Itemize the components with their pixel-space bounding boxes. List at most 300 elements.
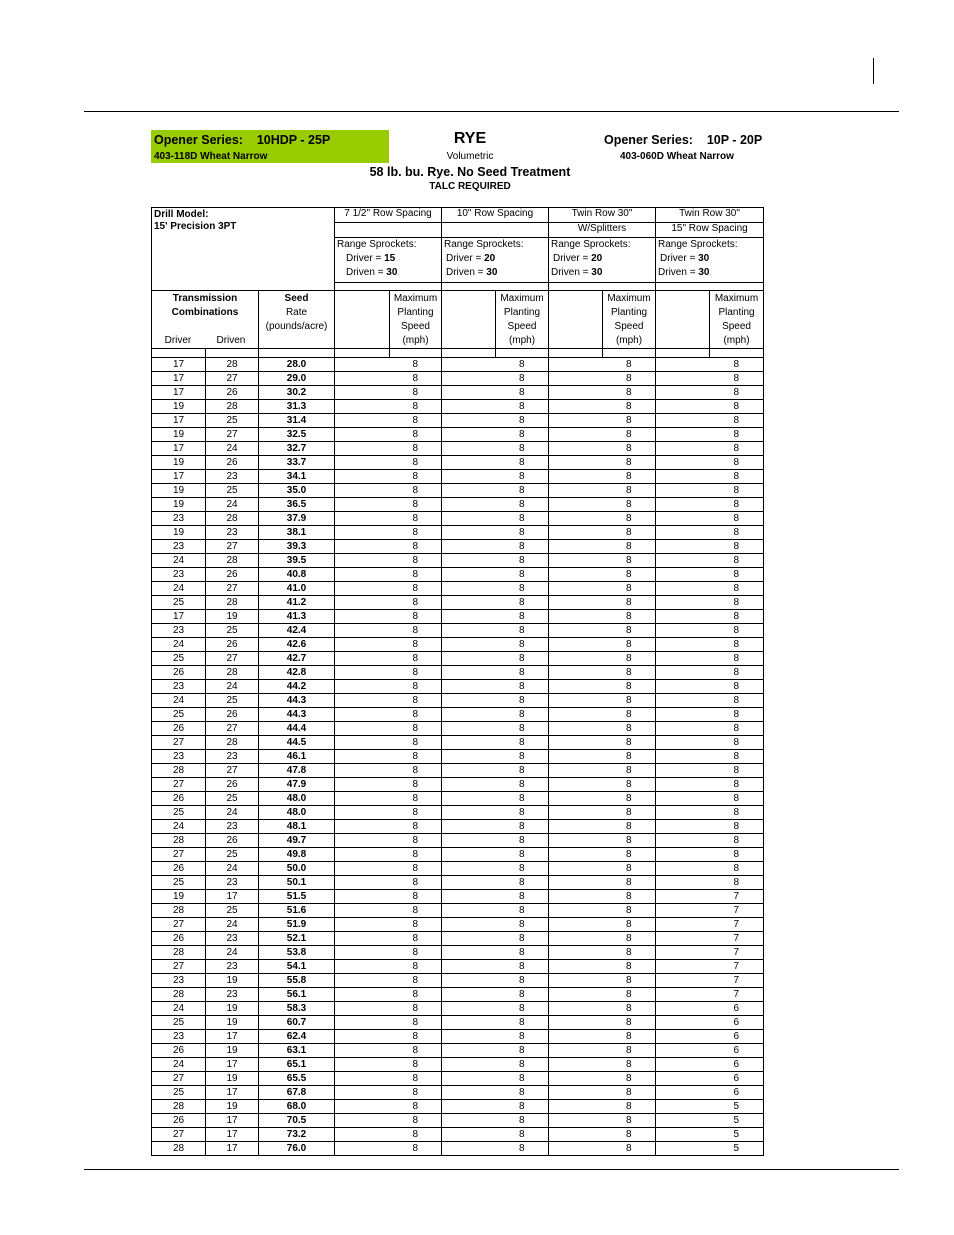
speed-cell-4: 5 — [710, 1142, 764, 1156]
speed-cell-1: 8 — [390, 1100, 442, 1114]
speed-cell-4: 7 — [710, 988, 764, 1002]
speed-cell-2: 8 — [496, 736, 549, 750]
blank-cell — [442, 484, 496, 498]
table-row — [152, 750, 764, 764]
units-label: (pounds/acre) — [265, 321, 328, 332]
speed-cell-3: 8 — [603, 708, 656, 722]
driver-value: 30 — [698, 253, 710, 264]
seed-rate-table — [151, 207, 764, 1156]
speed-cell-1: 8 — [390, 848, 442, 862]
speed-cell-1: 8 — [390, 428, 442, 442]
seed-rate-cell: 29.0 — [259, 372, 335, 386]
speed-cell-4: 8 — [710, 372, 764, 386]
spacing-header-1: 7 1/2" Row Spacing — [335, 208, 442, 223]
driver-column-header: Driver — [164, 335, 192, 346]
table-row — [152, 526, 764, 540]
driven-cell: 28 — [206, 512, 259, 526]
speed-cell-4: 6 — [710, 1058, 764, 1072]
blank-cell — [335, 778, 390, 792]
driver-cell: 26 — [152, 722, 206, 736]
blank-cell — [335, 498, 390, 512]
blank-cell — [335, 484, 390, 498]
speed-cell-4: 6 — [710, 1044, 764, 1058]
blank-cell — [442, 918, 496, 932]
blank-cell — [549, 1086, 603, 1100]
blank-cell — [549, 946, 603, 960]
blank-cell — [335, 904, 390, 918]
driven-cell: 26 — [206, 638, 259, 652]
blank-cell — [335, 624, 390, 638]
speed-cell-4: 8 — [710, 806, 764, 820]
blank-cell — [549, 456, 603, 470]
speed-cell-1: 8 — [390, 624, 442, 638]
blank-cell — [656, 428, 710, 442]
driven-cell: 27 — [206, 722, 259, 736]
blank-cell — [442, 358, 496, 372]
speed-cell-1: 8 — [390, 890, 442, 904]
blank-cell — [335, 442, 390, 456]
blank-cell — [656, 904, 710, 918]
speed-cell-1: 8 — [390, 1128, 442, 1142]
blank-cell — [656, 470, 710, 484]
blank-cell — [549, 526, 603, 540]
seed-rate-cell: 55.8 — [259, 974, 335, 988]
table-row — [152, 708, 764, 722]
blank-cell — [442, 386, 496, 400]
blank-cell — [335, 848, 390, 862]
table-row — [152, 1002, 764, 1016]
blank-cell — [442, 722, 496, 736]
speed-cell-3: 8 — [603, 750, 656, 764]
driver-cell: 27 — [152, 848, 206, 862]
driven-cell: 26 — [206, 386, 259, 400]
speed-cell-3: 8 — [603, 1030, 656, 1044]
driven-cell: 17 — [206, 1114, 259, 1128]
blank-cell — [335, 554, 390, 568]
table-row — [152, 722, 764, 736]
subtitle: Volumetric — [446, 151, 494, 162]
speed-cell-1: 8 — [390, 946, 442, 960]
speed-cell-2: 8 — [496, 372, 549, 386]
table-row — [152, 904, 764, 918]
table-row — [152, 540, 764, 554]
table-row — [152, 862, 764, 876]
blank-cell — [549, 554, 603, 568]
blank-cell — [335, 1100, 390, 1114]
blank-cell — [656, 834, 710, 848]
blank-cell — [442, 414, 496, 428]
speed-cell-1: 8 — [390, 904, 442, 918]
blank-cell — [442, 1030, 496, 1044]
blank-cell — [335, 764, 390, 778]
blank-cell — [549, 470, 603, 484]
speed-cell-2: 8 — [496, 946, 549, 960]
blank-cell — [335, 722, 390, 736]
speed-cell-4: 8 — [710, 694, 764, 708]
blank-cell — [442, 1100, 496, 1114]
driver-cell: 25 — [152, 652, 206, 666]
blank-cell — [335, 1044, 390, 1058]
speed-cell-2: 8 — [496, 1128, 549, 1142]
speed-cell-1: 8 — [390, 554, 442, 568]
speed-cell-4: 8 — [710, 848, 764, 862]
speed-cell-2: 8 — [496, 442, 549, 456]
speed-cell-3: 8 — [603, 736, 656, 750]
speed-cell-4: 8 — [710, 736, 764, 750]
speed-label: Speed — [401, 321, 430, 332]
speed-cell-1: 8 — [390, 988, 442, 1002]
drill-model-cell — [152, 208, 335, 291]
driven-cell: 19 — [206, 610, 259, 624]
speed-cell-1: 8 — [390, 876, 442, 890]
blank-cell — [549, 428, 603, 442]
driven-cell: 17 — [206, 1128, 259, 1142]
blank-cell — [442, 680, 496, 694]
seed-rate-cell: 46.1 — [259, 750, 335, 764]
driven-cell: 25 — [206, 904, 259, 918]
speed-cell-4: 6 — [710, 1030, 764, 1044]
blank-cell — [442, 1128, 496, 1142]
driver-cell: 19 — [152, 890, 206, 904]
blank-cell — [656, 400, 710, 414]
blank-cell — [549, 372, 603, 386]
speed-label: Speed — [507, 321, 537, 332]
driven-cell: 17 — [206, 1058, 259, 1072]
blank-cell — [549, 582, 603, 596]
blank-cell — [656, 820, 710, 834]
blank-cell — [549, 918, 603, 932]
speed-cell-3: 8 — [603, 848, 656, 862]
blank-cell — [335, 372, 390, 386]
driver-cell: 26 — [152, 932, 206, 946]
speed-label: Planting — [610, 307, 648, 318]
speed-cell-1: 8 — [390, 666, 442, 680]
speed-label: Maximum — [393, 293, 438, 304]
speed-cell-3: 8 — [603, 568, 656, 582]
driven-cell: 28 — [206, 736, 259, 750]
speed-label: (mph) — [723, 335, 750, 346]
blank-cell — [656, 624, 710, 638]
seed-rate-cell: 65.5 — [259, 1072, 335, 1086]
speed-cell-1: 8 — [390, 470, 442, 484]
table-row — [152, 820, 764, 834]
speed-cell-3: 8 — [603, 1002, 656, 1016]
table-row — [152, 610, 764, 624]
blank-cell — [442, 960, 496, 974]
speed-cell-1: 8 — [390, 918, 442, 932]
speed-cell-4: 8 — [710, 456, 764, 470]
seed-rate-cell: 39.5 — [259, 554, 335, 568]
speed-cell-1: 8 — [390, 1142, 442, 1156]
blank-cell — [335, 568, 390, 582]
speed-cell-3: 8 — [603, 876, 656, 890]
blank-cell — [549, 680, 603, 694]
speed-cell-2: 8 — [496, 666, 549, 680]
speed-cell-4: 8 — [710, 862, 764, 876]
speed-cell-4: 8 — [710, 582, 764, 596]
driven-cell: 26 — [206, 834, 259, 848]
speed-cell-4: 8 — [710, 484, 764, 498]
blank-cell — [656, 988, 710, 1002]
driven-value: 30 — [386, 267, 398, 278]
seed-rate-cell: 47.8 — [259, 764, 335, 778]
blank-cell — [549, 624, 603, 638]
speed-cell-2: 8 — [496, 750, 549, 764]
speed-cell-3: 8 — [603, 778, 656, 792]
blank-cell — [656, 1072, 710, 1086]
driven-cell: 26 — [206, 778, 259, 792]
table-row — [152, 946, 764, 960]
seed-rate-cell: 31.3 — [259, 400, 335, 414]
seed-rate-cell: 60.7 — [259, 1016, 335, 1030]
transmission-header — [152, 291, 259, 349]
speed-cell-1: 8 — [390, 358, 442, 372]
speed-cell-3: 8 — [603, 764, 656, 778]
blank-cell — [656, 610, 710, 624]
blank-cell — [442, 904, 496, 918]
speed-cell-4: 8 — [710, 428, 764, 442]
driver-cell: 27 — [152, 918, 206, 932]
blank-cell — [442, 526, 496, 540]
speed-cell-3: 8 — [603, 1016, 656, 1030]
blank-cell — [549, 358, 603, 372]
blank-cell — [549, 652, 603, 666]
speed-cell-2: 8 — [496, 904, 549, 918]
blank-cell — [549, 442, 603, 456]
spacer-cell — [710, 349, 764, 358]
blank-header — [335, 291, 390, 349]
blank-cell — [549, 596, 603, 610]
speed-cell-2: 8 — [496, 526, 549, 540]
blank-cell — [656, 1128, 710, 1142]
speed-cell-2: 8 — [496, 918, 549, 932]
speed-label: (mph) — [615, 335, 643, 346]
speed-cell-3: 8 — [603, 1058, 656, 1072]
spacer-cell — [390, 349, 442, 358]
speed-label: (mph) — [402, 335, 429, 346]
blank-cell — [442, 652, 496, 666]
blank-cell — [335, 400, 390, 414]
blank-cell — [335, 918, 390, 932]
speed-cell-2: 8 — [496, 890, 549, 904]
driver-value: 20 — [591, 253, 603, 264]
driver-cell: 23 — [152, 540, 206, 554]
seed-rate-cell: 36.5 — [259, 498, 335, 512]
seed-rate-cell: 73.2 — [259, 1128, 335, 1142]
driven-cell: 23 — [206, 876, 259, 890]
driver-cell: 28 — [152, 988, 206, 1002]
table-row — [152, 680, 764, 694]
driven-cell: 25 — [206, 484, 259, 498]
blank-cell — [549, 848, 603, 862]
blank-cell — [549, 666, 603, 680]
driver-cell: 24 — [152, 1002, 206, 1016]
driven-cell: 19 — [206, 974, 259, 988]
driver-cell: 27 — [152, 778, 206, 792]
blank-cell — [656, 764, 710, 778]
driven-cell: 25 — [206, 624, 259, 638]
table-row — [152, 1044, 764, 1058]
speed-cell-3: 8 — [603, 666, 656, 680]
spacing-subheader-2 — [442, 223, 549, 238]
blank-cell — [335, 890, 390, 904]
blank-cell — [335, 1086, 390, 1100]
speed-cell-3: 8 — [603, 862, 656, 876]
speed-cell-4: 8 — [710, 568, 764, 582]
speed-cell-1: 8 — [390, 792, 442, 806]
speed-cell-1: 8 — [390, 372, 442, 386]
driven-cell: 19 — [206, 1044, 259, 1058]
blank-cell — [335, 526, 390, 540]
speed-cell-2: 8 — [496, 624, 549, 638]
seed-rate-cell: 31.4 — [259, 414, 335, 428]
table-row — [152, 792, 764, 806]
blank-cell — [335, 862, 390, 876]
driver-cell: 24 — [152, 554, 206, 568]
blank-cell — [549, 512, 603, 526]
speed-cell-1: 8 — [390, 442, 442, 456]
speed-cell-3: 8 — [603, 512, 656, 526]
speed-cell-4: 6 — [710, 1086, 764, 1100]
speed-cell-1: 8 — [390, 400, 442, 414]
speed-cell-3: 8 — [603, 554, 656, 568]
driven-cell: 27 — [206, 540, 259, 554]
driver-cell: 17 — [152, 358, 206, 372]
spacing-subheader-4: 15" Row Spacing — [656, 223, 764, 238]
blank-cell — [656, 386, 710, 400]
blank-cell — [335, 750, 390, 764]
driver-cell: 25 — [152, 708, 206, 722]
speed-cell-3: 8 — [603, 820, 656, 834]
driver-cell: 28 — [152, 764, 206, 778]
speed-cell-4: 6 — [710, 1002, 764, 1016]
speed-cell-3: 8 — [603, 540, 656, 554]
blank-cell — [442, 456, 496, 470]
speed-cell-1: 8 — [390, 680, 442, 694]
blank-cell — [442, 596, 496, 610]
blank-cell — [335, 456, 390, 470]
driven-cell: 17 — [206, 1086, 259, 1100]
blank-cell — [549, 722, 603, 736]
speed-cell-1: 8 — [390, 1030, 442, 1044]
blank-cell — [549, 904, 603, 918]
speed-cell-3: 8 — [603, 596, 656, 610]
driven-label: Driven = — [346, 267, 387, 278]
speed-cell-1: 8 — [390, 512, 442, 526]
speed-cell-1: 8 — [390, 1016, 442, 1030]
range-sprockets-label: Range Sprockets: — [337, 239, 417, 250]
speed-cell-2: 8 — [496, 386, 549, 400]
spacing-header-3: Twin Row 30" — [549, 208, 656, 223]
driven-cell: 25 — [206, 414, 259, 428]
spacer-cell — [442, 349, 496, 358]
seed-rate-cell: 41.3 — [259, 610, 335, 624]
speed-cell-2: 8 — [496, 960, 549, 974]
blank-cell — [442, 1142, 496, 1156]
blank-cell — [442, 750, 496, 764]
driver-cell: 19 — [152, 400, 206, 414]
table-row — [152, 386, 764, 400]
blank-cell — [335, 610, 390, 624]
blank-cell — [442, 988, 496, 1002]
blank-cell — [335, 414, 390, 428]
driver-cell: 23 — [152, 974, 206, 988]
speed-cell-4: 8 — [710, 526, 764, 540]
speed-cell-1: 8 — [390, 764, 442, 778]
drill-model-label: Drill Model: — [154, 209, 209, 220]
speed-cell-2: 8 — [496, 638, 549, 652]
spacer-cell — [656, 283, 764, 291]
seed-rate-cell: 62.4 — [259, 1030, 335, 1044]
driver-cell: 27 — [152, 1072, 206, 1086]
speed-cell-1: 8 — [390, 932, 442, 946]
blank-cell — [656, 1030, 710, 1044]
table-row — [152, 568, 764, 582]
speed-label: Maximum — [714, 293, 759, 304]
speed-cell-4: 8 — [710, 540, 764, 554]
table-row — [152, 876, 764, 890]
blank-cell — [656, 1002, 710, 1016]
speed-cell-2: 8 — [496, 1016, 549, 1030]
spacing-subheader-1 — [335, 223, 442, 238]
blank-cell — [549, 414, 603, 428]
seed-rate-cell: 48.0 — [259, 792, 335, 806]
blank-cell — [335, 1002, 390, 1016]
blank-cell — [656, 848, 710, 862]
page-title: RYE — [453, 130, 487, 147]
seed-rate-cell: 58.3 — [259, 1002, 335, 1016]
drill-model-value: 15' Precision 3PT — [154, 221, 237, 232]
blank-cell — [335, 638, 390, 652]
speed-cell-3: 8 — [603, 806, 656, 820]
driven-cell: 28 — [206, 358, 259, 372]
speed-cell-4: 6 — [710, 1072, 764, 1086]
blank-cell — [442, 792, 496, 806]
blank-cell — [335, 1072, 390, 1086]
driver-label: Driver = — [446, 253, 485, 264]
speed-cell-2: 8 — [496, 400, 549, 414]
speed-cell-4: 8 — [710, 834, 764, 848]
speed-cell-2: 8 — [496, 512, 549, 526]
speed-cell-1: 8 — [390, 1114, 442, 1128]
blank-cell — [442, 582, 496, 596]
blank-cell — [549, 1016, 603, 1030]
seed-rate-cell: 47.9 — [259, 778, 335, 792]
speed-cell-2: 8 — [496, 820, 549, 834]
spacer-cell — [603, 349, 656, 358]
speed-cell-2: 8 — [496, 694, 549, 708]
speed-cell-1: 8 — [390, 834, 442, 848]
driver-cell: 23 — [152, 680, 206, 694]
seed-rate-cell: 34.1 — [259, 470, 335, 484]
speed-cell-1: 8 — [390, 1086, 442, 1100]
speed-cell-1: 8 — [390, 960, 442, 974]
driver-cell: 17 — [152, 442, 206, 456]
speed-cell-2: 8 — [496, 1072, 549, 1086]
speed-cell-1: 8 — [390, 974, 442, 988]
blank-cell — [656, 918, 710, 932]
seed-rate-cell: 52.1 — [259, 932, 335, 946]
driven-cell: 27 — [206, 582, 259, 596]
blank-cell — [335, 666, 390, 680]
table-row — [152, 470, 764, 484]
speed-cell-4: 8 — [710, 680, 764, 694]
speed-cell-3: 8 — [603, 792, 656, 806]
speed-cell-2: 8 — [496, 1002, 549, 1016]
speed-cell-1: 8 — [390, 498, 442, 512]
speed-cell-2: 8 — [496, 1086, 549, 1100]
speed-cell-4: 8 — [710, 386, 764, 400]
